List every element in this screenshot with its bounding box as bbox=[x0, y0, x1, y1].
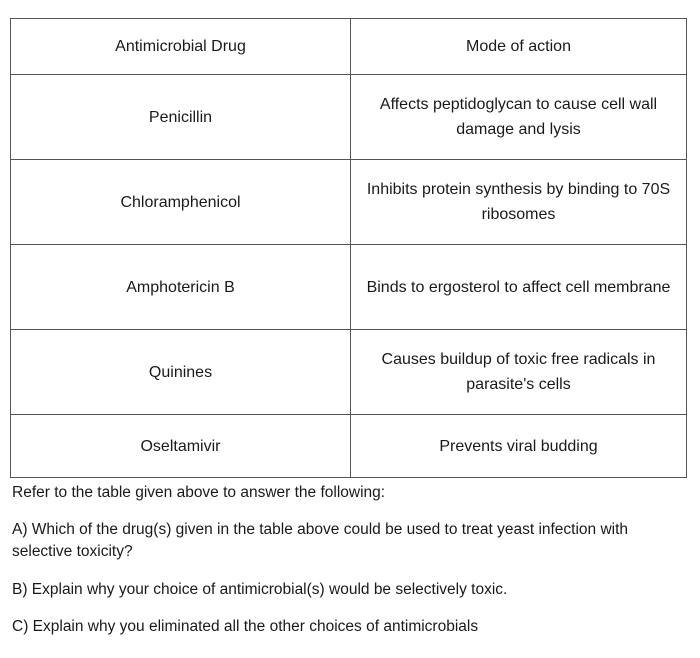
table-row bbox=[11, 330, 687, 415]
header-antimicrobial-drug: Antimicrobial Drug bbox=[11, 19, 351, 75]
header-mode-of-action: Mode of action bbox=[351, 19, 687, 75]
table-row bbox=[11, 75, 687, 160]
drug-cell: Penicillin bbox=[11, 75, 351, 160]
action-cell: Inhibits protein synthesis by binding to 70S ribosomes bbox=[351, 160, 687, 245]
action-cell: Prevents viral budding bbox=[351, 415, 687, 478]
question-a: A) Which of the drug(s) given in the table above could be used to treat yeast infection with selective toxicity? bbox=[12, 521, 629, 560]
drug-cell: Oseltamivir bbox=[11, 415, 351, 478]
antimicrobial-table bbox=[10, 18, 687, 478]
table-row bbox=[11, 245, 687, 330]
action-cell: Causes buildup of toxic free radicals in parasite's cells bbox=[351, 330, 687, 415]
question-c: C) Explain why you eliminated all the other choices of antimicrobials bbox=[12, 618, 479, 635]
drug-cell: Chloramphenicol bbox=[11, 160, 351, 245]
table-row bbox=[11, 415, 687, 478]
questions-intro: Refer to the table given above to answer the following: bbox=[12, 484, 386, 501]
table-row bbox=[11, 160, 687, 245]
table-header-row bbox=[11, 19, 687, 75]
drug-cell: Amphotericin B bbox=[11, 245, 351, 330]
action-cell: Binds to ergosterol to affect cell membrane bbox=[351, 245, 687, 330]
drug-cell: Quinines bbox=[11, 330, 351, 415]
questions-section bbox=[12, 482, 692, 653]
action-cell: Affects peptidoglycan to cause cell wall damage and lysis bbox=[351, 75, 687, 160]
question-b: B) Explain why your choice of antimicrobial(s) would be selectively toxic. bbox=[12, 581, 508, 598]
